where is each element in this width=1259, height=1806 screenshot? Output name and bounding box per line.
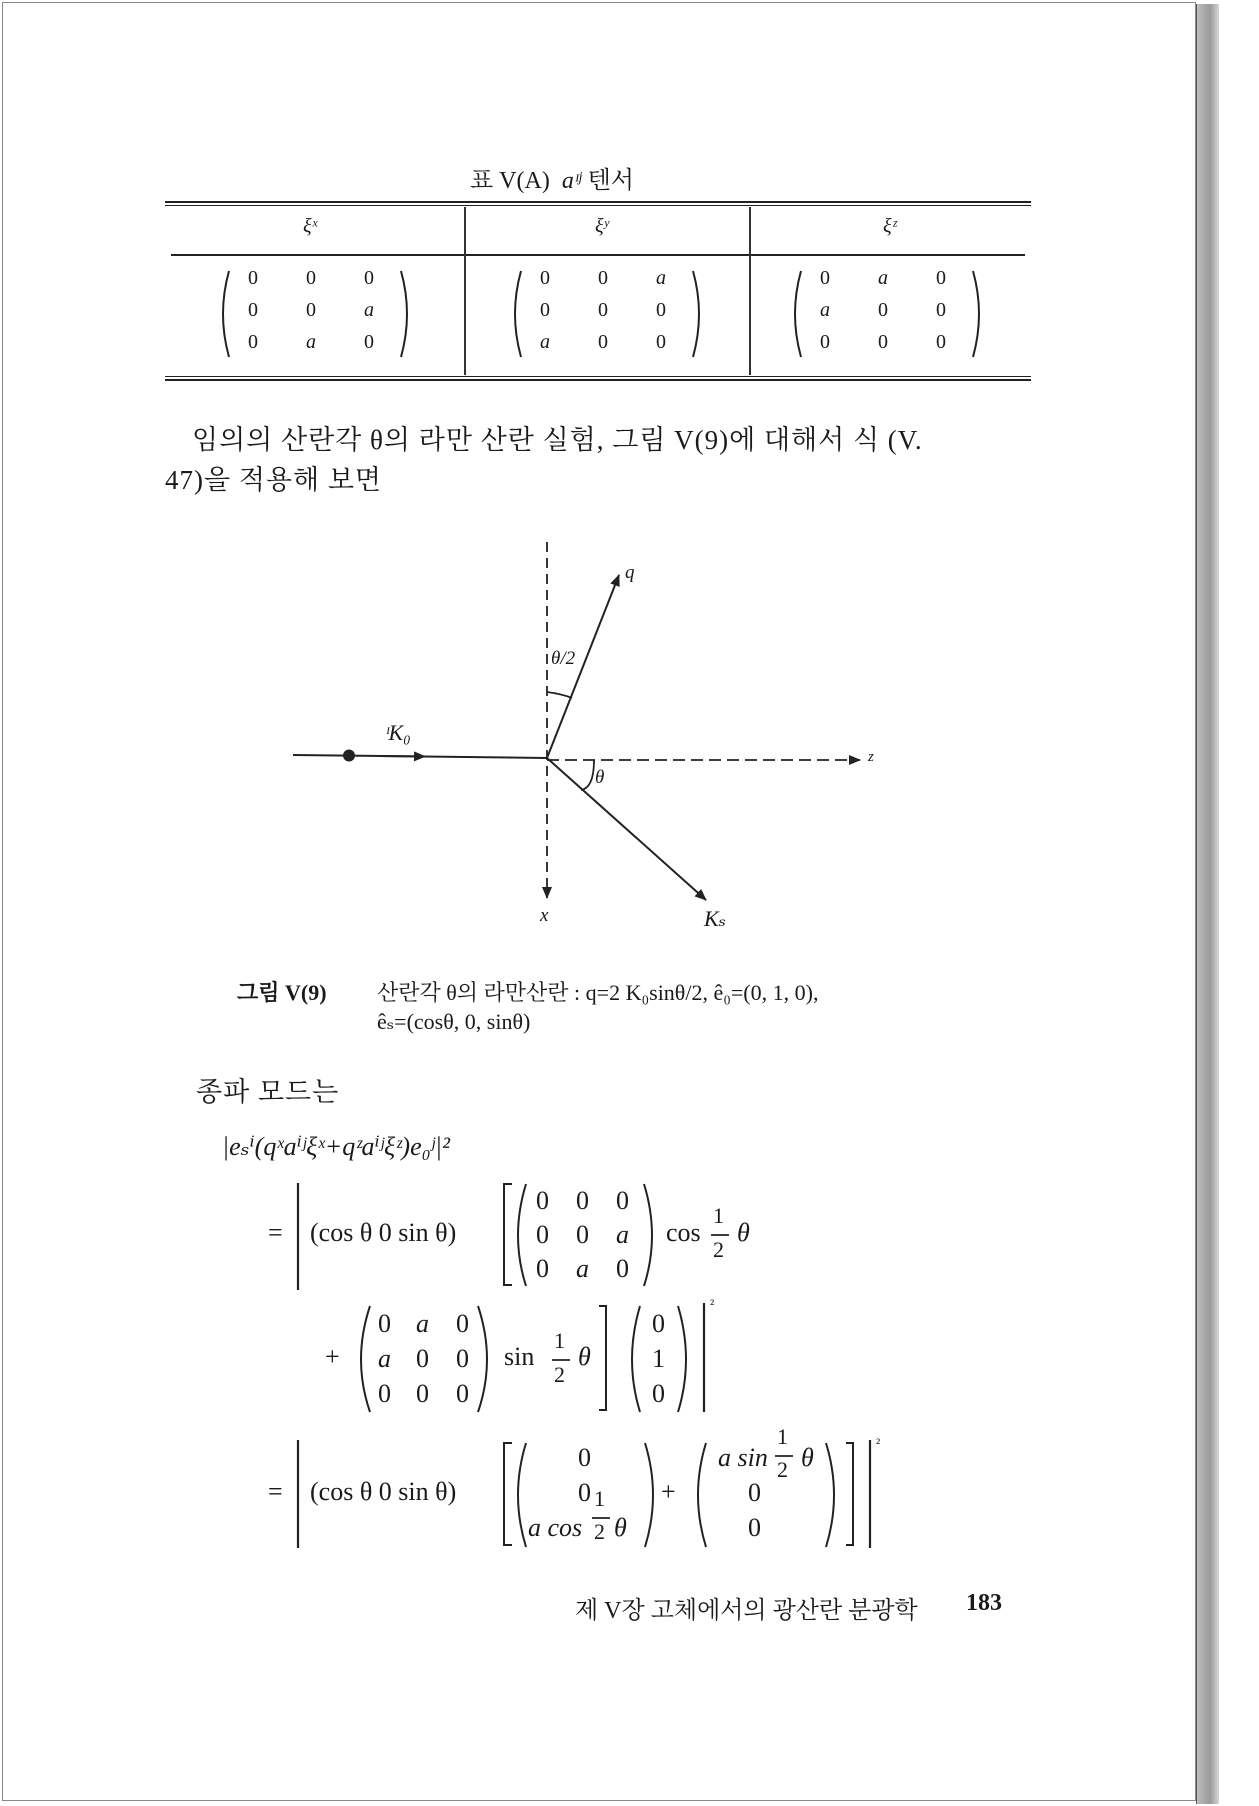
matrix-cell: 0 (378, 1379, 391, 1408)
figure-caption-label: 그림 V(9) (237, 980, 327, 1005)
frac-den-2: 2 (554, 1362, 565, 1387)
matrix-cell: 0 (616, 1186, 629, 1215)
vector-cell: a sin (718, 1443, 768, 1472)
figure-caption-line-2: êₛ=(cosθ, 0, sinθ) (377, 1009, 531, 1034)
matrix-cell: 0 (306, 267, 316, 289)
matrix-cell: 0 (416, 1379, 429, 1408)
paren (518, 1184, 526, 1286)
matrix-cell: a (576, 1254, 589, 1283)
brace-close (846, 1443, 853, 1545)
matrix-cell: 0 (306, 299, 316, 321)
vector-cell: 0 (578, 1443, 591, 1472)
q-label: q⃗ (625, 562, 650, 583)
paren (644, 1184, 652, 1286)
matrix-cell: 0 (364, 267, 374, 289)
equation-lhs: |eₛⁱ(qˣaⁱʲξˣ+qᶻaⁱʲξᶻ)e₀ʲ|² (222, 1132, 450, 1161)
matrix-cell: 0 (598, 299, 608, 321)
k0-label: ᶦK₀ (385, 720, 411, 745)
matrix-cell: 0 (616, 1254, 629, 1283)
paragraph-line-1: 임의의 산란각 θ의 라만 산란 실험, 그림 V(9)에 대해서 식 (V. (192, 425, 923, 455)
matrix-cell: 0 (456, 1344, 469, 1373)
plus-sign-1: + (325, 1342, 340, 1371)
matrix-cell: 0 (456, 1309, 469, 1338)
half-angle-label: θ/2 (551, 648, 576, 669)
paren (826, 1443, 834, 1547)
matrix-cell: a (540, 331, 550, 353)
squared-2: ² (876, 1437, 881, 1452)
vector-cell: a cos (528, 1513, 583, 1542)
row-vector-2: (cos θ 0 sin θ) (310, 1477, 457, 1506)
equals-sign-1: = (268, 1218, 283, 1247)
brace (504, 1443, 512, 1545)
paragraph-line-2: 47)을 적용해 보면 (165, 465, 382, 495)
table-title: 표 V(A) aᶦʲ 텐서 (470, 168, 634, 194)
matrix-cell: 0 (540, 299, 550, 321)
frac-num-2: 1 (554, 1328, 565, 1353)
theta-4: θ (801, 1443, 814, 1472)
matrix-cell: 0 (878, 331, 888, 353)
matrix-cell: 0 (878, 299, 888, 321)
matrix-cell: 0 (936, 267, 946, 289)
matrix-cell: 0 (576, 1186, 589, 1215)
matrix-cell: 0 (936, 331, 946, 353)
matrix-cell: a (878, 267, 888, 289)
equals-sign-2: = (268, 1477, 283, 1506)
matrix-cell: 0 (536, 1220, 549, 1249)
frac-den-1: 2 (713, 1237, 724, 1262)
vector-cell: 0 (652, 1309, 665, 1338)
plus-sign-2: + (661, 1477, 676, 1506)
frac-num-1: 1 (713, 1203, 724, 1228)
matrix-cell: 0 (540, 267, 550, 289)
vector-cell: 0 (578, 1478, 591, 1507)
header-xi-x: ξˣ (303, 215, 318, 237)
matrix-cell: 0 (598, 267, 608, 289)
paren (645, 1443, 653, 1547)
matrix-cell: 0 (536, 1254, 549, 1283)
vector-cell: 0 (652, 1379, 665, 1408)
frac-num-4: 1 (777, 1424, 788, 1449)
matrix-cell: 0 (656, 331, 666, 353)
paren (478, 1306, 487, 1412)
paren (632, 1306, 640, 1412)
matrix-cell: a (364, 299, 374, 321)
paren (678, 1306, 686, 1412)
matrix-cell: 0 (598, 331, 608, 353)
header-xi-y: ξʸ (595, 215, 609, 237)
frac-den-3: 2 (594, 1519, 605, 1544)
matrix-cell: a (378, 1344, 391, 1373)
matrix-cell: 0 (416, 1344, 429, 1373)
matrix-cell: 0 (248, 299, 258, 321)
frac-den-4: 2 (777, 1457, 788, 1482)
paren (698, 1443, 706, 1547)
vector-cell: 0 (748, 1478, 761, 1507)
paren (518, 1443, 526, 1547)
paren (361, 1306, 370, 1412)
chapter-footer: 제 V장 고체에서의 광산란 분광학 (575, 1598, 918, 1624)
header-xi-z: ξᶻ (883, 215, 897, 237)
matrix-cell: 0 (378, 1309, 391, 1338)
brace (504, 1184, 512, 1285)
theta-1: θ (737, 1218, 750, 1247)
matrix-cell: 0 (248, 331, 258, 353)
section-text: 종파 모드는 (196, 1077, 340, 1107)
page-number: 183 (966, 1590, 1002, 1616)
matrix-cell: 0 (536, 1186, 549, 1215)
squared-1: ² (710, 1298, 715, 1313)
row-vector-1: (cos θ 0 sin θ) (310, 1218, 457, 1247)
vector-cell: 0 (748, 1513, 761, 1542)
theta-2: θ (578, 1342, 591, 1371)
theta-label: θ (595, 767, 605, 788)
matrix-cell: a (306, 331, 316, 353)
matrix-cell: 0 (364, 331, 374, 353)
sin-text-1: sin (504, 1342, 535, 1371)
brace-close (599, 1306, 606, 1410)
matrix-cell: 0 (248, 267, 258, 289)
theta-3: θ (614, 1513, 627, 1542)
cos-text-1: cos (666, 1218, 701, 1247)
z-label: z (868, 749, 874, 765)
matrix-cell: a (656, 267, 666, 289)
frac-num-3: 1 (594, 1486, 605, 1511)
matrix-cell: a (616, 1220, 629, 1249)
vector-cell: 1 (652, 1344, 665, 1373)
ks-label: Kₛ (704, 906, 727, 931)
figure-caption-line-1: 산란각 θ의 라만산란 : q=2 K₀sinθ/2, ê₀=(0, 1, 0), (377, 980, 819, 1005)
matrix-cell: 0 (656, 299, 666, 321)
matrix-cell: 0 (820, 331, 830, 353)
matrix-cell: 0 (576, 1220, 589, 1249)
x-label: x (540, 905, 549, 926)
matrix-cell: 0 (936, 299, 946, 321)
matrix-cell: a (820, 299, 830, 321)
matrix-cell: a (416, 1309, 429, 1338)
matrix-cell: 0 (820, 267, 830, 289)
matrix-cell: 0 (456, 1379, 469, 1408)
